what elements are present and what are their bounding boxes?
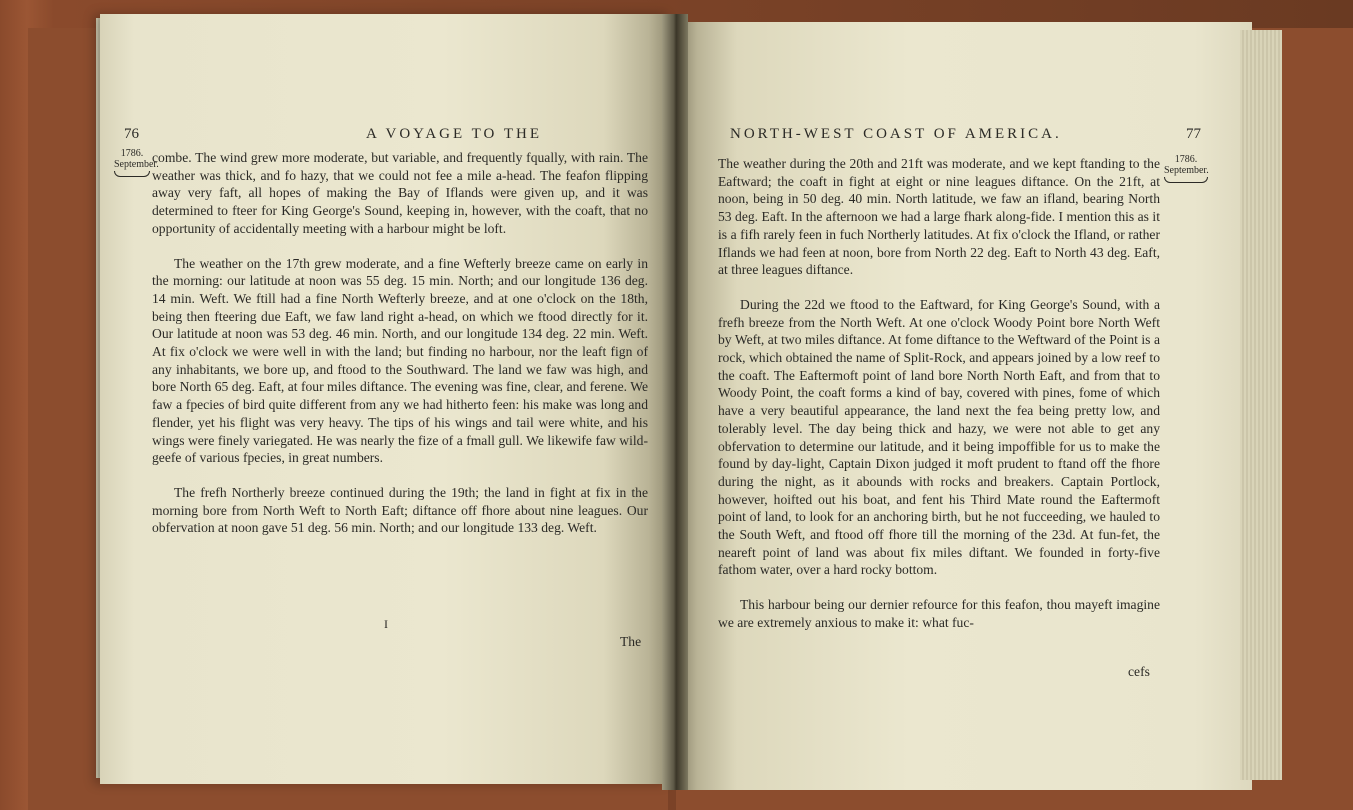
left-margin-month: September. [114,159,159,170]
right-paragraph-3: This harbour being our dernier refource for this feafon, thou mayeft imagine we are extremely anxious to make it: what fuc- [718,597,1160,630]
left-margin-brace [114,171,150,177]
left-margin-year: 1786. [120,148,144,159]
left-page-number: 76 [124,126,139,142]
right-margin-year: 1786. [1174,154,1198,165]
right-margin-date [1164,154,1208,183]
right-margin-brace [1164,177,1208,183]
left-paragraph-2: The weather on the 17th grew moderate, and a fine Wefterly breeze came on early in the morning: our latitude at noon was 55 deg. 15 min. North; and our longitude 136 deg. 14 min. Weft. We ftill had a fine North Wefterly breeze, and at one o'clock on the 18th, being then fteering due Eaft, we faw land right a-head, on which we ftood directly for it. Our latitude at noon was 53 deg. 46 min. North, and our longitude 134 deg. 22 min. Weft. At fix o'clock we were well in with the land; but finding no harbour, nor the leaft fign of any inhabitants, we bore up, and ftood to the Southward. The land we faw was high, and bore North 65 deg. Eaft, at four miles diftance. The evening was fine, clear, and ferene. We faw a fpecies of bird quite different from any we had hitherto feen: his make was long and flender, yet his flight was very heavy. The tips of his wings and tail were white, and his wings were finely variegated. He was nearly the fize of a fmall gull. We likewife faw wild-geefe of various fpecies, in great numbers. [152,255,648,466]
right-page-edges [1240,30,1282,780]
left-margin-date [114,148,159,177]
right-page-number: 77 [1186,126,1201,142]
left-paragraph-1: combe. The wind grew more moderate, but variable, and frequently fqually, with rain. The weather was thick, and fo hazy, that we could not fee a mile a-head. The feafon flipping away very faft, all hopes of making the Bay of Iflands were given up, and it was determined to fteer for King George's Sound, keeping in, however, with the coaft, that no opportunity of accidentally meeting with a harbour might be loft. [152,150,648,236]
right-running-head: NORTH-WEST COAST OF AMERICA. [730,126,1062,142]
right-page-text [718,155,1160,649]
right-paragraph-1: The weather during the 20th and 21ft was moderate, and we kept ftanding to the Eaftward; the coaft in fight at eight or nine leagues diftance. On the 21ft, at noon, being in 50 deg. 40 min. North latitude, we faw an ifland, bearing North 53 deg. Eaft. In the afternoon we had a large fhark along-fide. I mention this as it is a fifh rarely feen in fuch Northerly latitudes. At fix o'clock the Ifland, or rather Iflands we had feen at noon, bore from North 22 deg. Eaft to North 43 deg. Eaft, at three leagues diftance. [718,156,1160,278]
left-running-head: A VOYAGE TO THE [366,126,542,142]
left-signature-mark: I [384,617,388,631]
right-catchword: cefs [1128,664,1150,679]
book-gutter [662,14,688,790]
right-margin-month: September. [1164,165,1209,176]
left-paragraph-3: The frefh Northerly breeze continued during the 19th; the land in fight at fix in the morning bore from North Weft to North Eaft; diftance off fhore about nine leagues. Our obfervation at noon gave 51 deg. 56 min. North; and our longitude 133 deg. Weft. [152,484,648,536]
left-catchword: The [620,634,642,649]
right-paragraph-2: During the 22d we ftood to the Eaftward, for King George's Sound, with a frefh breeze from the North Weft. At one o'clock Woody Point bore North Weft by Weft, at two miles diftance. At fome diftance to the Weftward of the Point is a rock, which obtained the name of Split-Rock, and appears joined by a low reef to the coaft. The Eaftermoft point of land bore North North Eaft, and from that to Woody Point, the coaft forms a kind of bay, covered with pines, fome of which have a very beautiful appearance, the land next the fea being pretty low, and tolerably level. The day being thick and hazy, we were not able to get any obfervation to determine our latitude, and it being impoffible for us to make the found by day-light, Captain Dixon judged it moft prudent to ftand off the fhore during the night, as it abounds with rocks and breakers. Captain Portlock, however, hoifted out his boat, and fent his Third Mate round the Eaftermoft point of land, to look for an anchoring birth, but he not fucceeding, we hauled to the South Weft, and ftood off fhore till the morning of the 23d. At fun-fet, the neareft point of land was about fix miles diftant. We founded in forty-five fathom water, over a hard rocky bottom. [718,296,1160,578]
left-page-text [152,149,648,554]
